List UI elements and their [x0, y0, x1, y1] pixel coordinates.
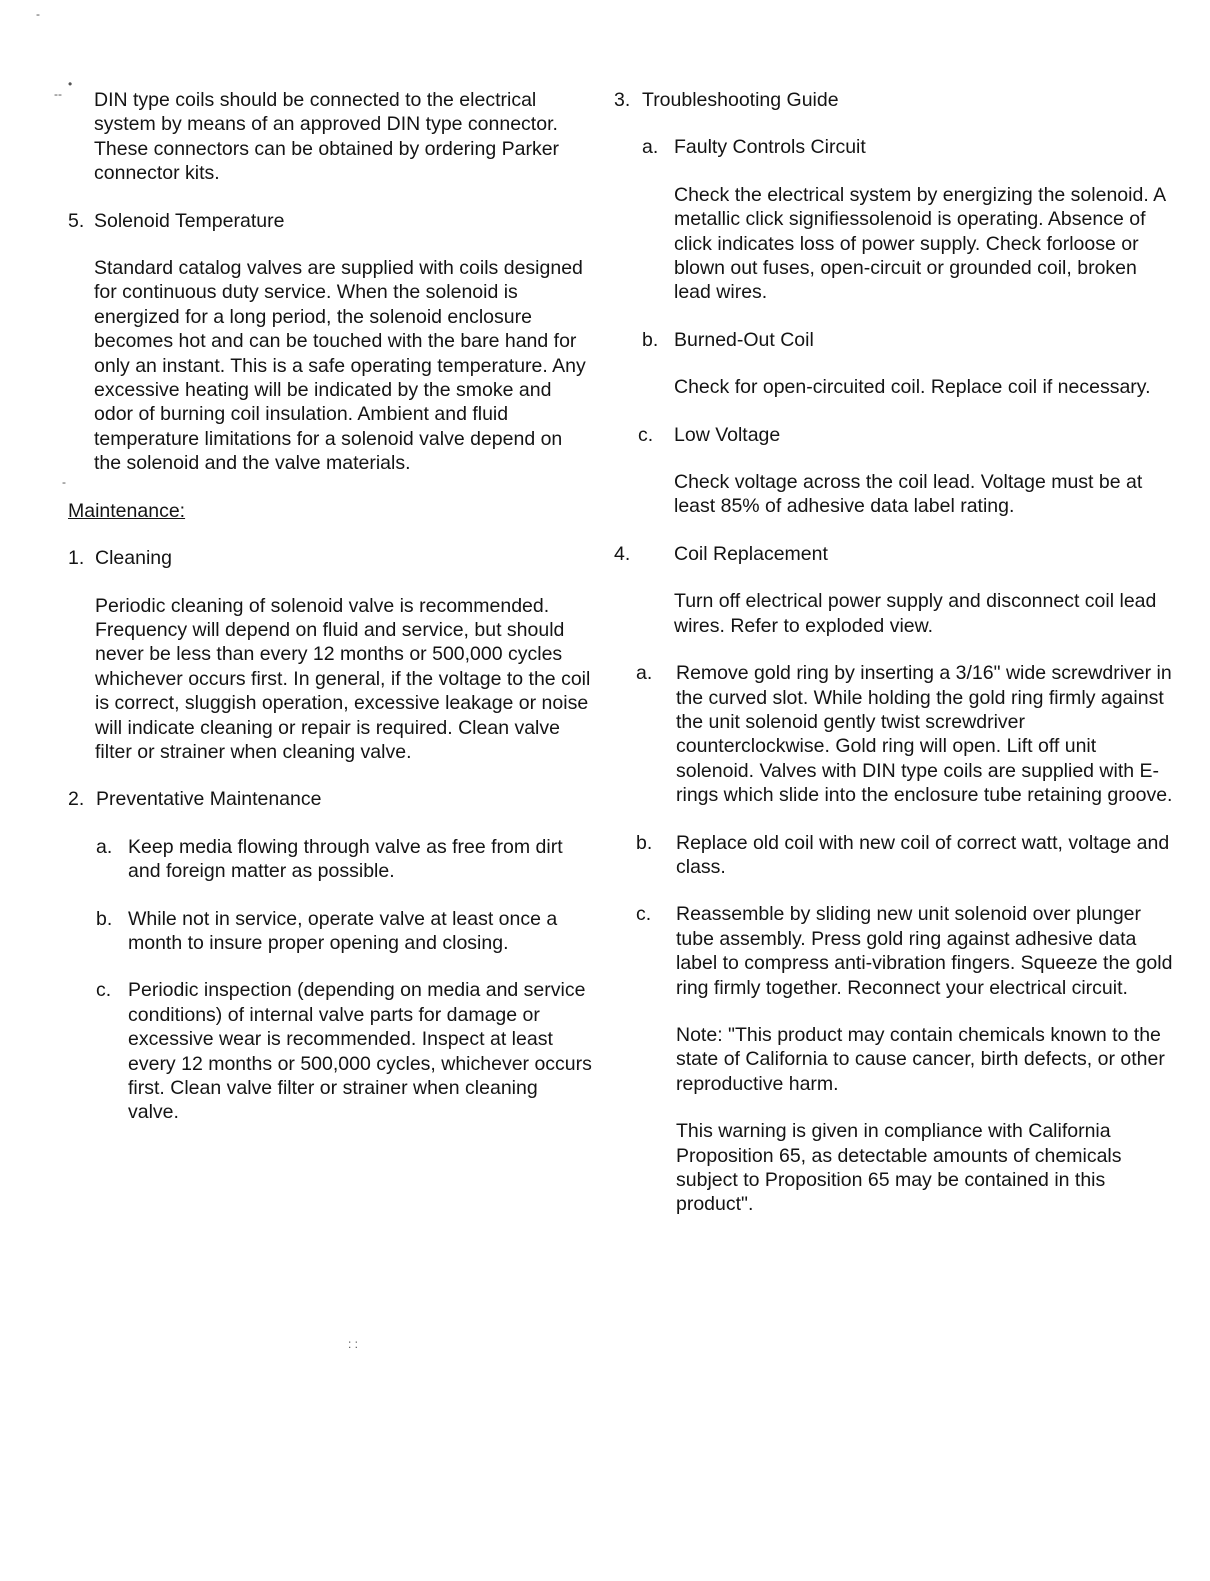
section-title: Solenoid Temperature	[94, 209, 285, 232]
item-title: Low Voltage	[674, 423, 781, 446]
troubleshoot-item-a-body: Check the electrical system by energizing the solenoid. A metallic click signifiessolenoid is operating. Absence of click indicates loss of power supply. Check forloose or blown out fuses, open-circuit or grounded coil, broken lead wires.	[674, 183, 1166, 304]
section-4-heading	[614, 542, 1174, 566]
section-number: 2.	[68, 788, 85, 811]
din-paragraph: DIN type coils should be connected to the electrical system by means of an approved DIN type connector. These connectors can be obtained by ordering Parker connector kits.	[94, 89, 560, 185]
item-text: Periodic inspection (depending on media and service conditions) of internal valve parts for damage or excessive wear is recommended. Inspect at least every 12 months or 500,000 cycles, whichever occurs first. Clean valve filter or strainer when cleaning valve.	[128, 979, 592, 1124]
item-text: While not in service, operate valve at least once a month to insure proper opening and closing.	[128, 907, 558, 954]
item-title: Faulty Controls Circuit	[674, 136, 866, 159]
item-text: Remove gold ring by inserting a 3/16" wide screwdriver in the curved slot. While holding the gold ring firmly against the unit solenoid gently twist screwdriver counterclockwise. Gold ring will open. Lift off unit solenoid. Valves with DIN type coils are supplied with E-rings which slide into the enclosure tube retaining groove.	[676, 662, 1173, 807]
troubleshoot-item-c-body: Check voltage across the coil lead. Voltage must be at least 85% of adhesive data label rating.	[674, 471, 1143, 518]
troubleshoot-item-c-heading	[614, 423, 1174, 447]
scan-speck: : :	[348, 1337, 359, 1351]
scan-speck: --	[54, 87, 62, 101]
item-letter: a.	[642, 136, 659, 159]
list-item	[614, 661, 1174, 807]
list-item	[68, 835, 593, 884]
maintenance-heading: Maintenance:	[68, 499, 186, 522]
item-title: Burned-Out Coil	[674, 328, 814, 351]
section-number: 1.	[68, 547, 85, 570]
item-text: Replace old coil with new coil of correct watt, voltage and class.	[676, 831, 1170, 878]
scan-speck: •	[68, 77, 73, 91]
scan-speck: -	[62, 475, 66, 489]
list-item	[68, 978, 593, 1124]
section-title: Preventative Maintenance	[96, 788, 322, 811]
item-letter: c.	[636, 903, 652, 926]
item-letter: b.	[96, 907, 113, 930]
section-5-heading	[68, 209, 593, 233]
item-text: Reassemble by sliding new unit solenoid over plunger tube assembly. Press gold ring against adhesive data label to compress anti-vibration fingers. Squeeze the gold ring firmly together. Reconnect your electrical circuit.	[676, 903, 1173, 999]
item-letter: a.	[96, 835, 113, 858]
list-item	[614, 902, 1174, 1000]
left-column	[68, 88, 593, 1148]
prop65-note: Note: "This product may contain chemicals known to the state of California to cause cancer, birth defects, or other reproductive harm.	[676, 1023, 1165, 1095]
list-item	[68, 907, 593, 956]
item-letter: a.	[636, 662, 653, 685]
section-number: 3.	[614, 89, 631, 111]
section-title: Cleaning	[95, 547, 172, 570]
scan-speck: -	[36, 7, 40, 21]
right-column	[614, 88, 1174, 1240]
item-letter: c.	[638, 423, 654, 446]
section-title: Troubleshooting Guide	[642, 89, 839, 111]
section-3-heading	[614, 88, 1174, 112]
section-number: 5.	[68, 209, 85, 232]
list-item	[614, 831, 1174, 880]
section-number: 4.	[614, 542, 631, 565]
item-text: Keep media flowing through valve as free from dirt and foreign matter as possible.	[128, 835, 563, 883]
section-5-body: Standard catalog valves are supplied with coils designed for continuous duty service. When the solenoid is energized for a long period, the solenoid enclosure becomes hot and can be touched with the bare hand for only an instant. This is a safe operating temperature. Any excessive heating will be indicated by the smoke and odor of burning coil insulation. Ambient and fluid temperature limitations for a solenoid valve depend on the solenoid and the valve materials.	[94, 257, 586, 475]
section-4-intro: Turn off electrical power supply and disconnect coil lead wires. Refer to exploded view.	[674, 590, 1157, 637]
troubleshoot-item-a-heading	[614, 135, 1174, 159]
section-2-heading	[68, 787, 593, 811]
item-letter: b.	[642, 328, 659, 351]
troubleshoot-item-b-heading	[614, 328, 1174, 352]
prop65-warning: This warning is given in compliance with California Proposition 65, as detectable amounts of chemicals subject to Proposition 65 may be contained in this product".	[676, 1120, 1122, 1216]
item-letter: c.	[96, 979, 112, 1002]
section-1-body: Periodic cleaning of solenoid valve is recommended. Frequency will depend on fluid and service, but should never be less than every 12 months or 500,000 cycles whichever occurs first. In general, if the voltage to the coil is correct, sluggish operation, excessive leakage or noise will indicate cleaning or repair is required. Clean valve filter or strainer when cleaning valve.	[95, 594, 591, 763]
section-1-heading	[68, 546, 593, 570]
troubleshoot-item-b-body: Check for open-circuited coil. Replace coil if necessary.	[674, 376, 1151, 399]
section-title: Coil Replacement	[674, 542, 828, 565]
item-letter: b.	[636, 831, 653, 854]
